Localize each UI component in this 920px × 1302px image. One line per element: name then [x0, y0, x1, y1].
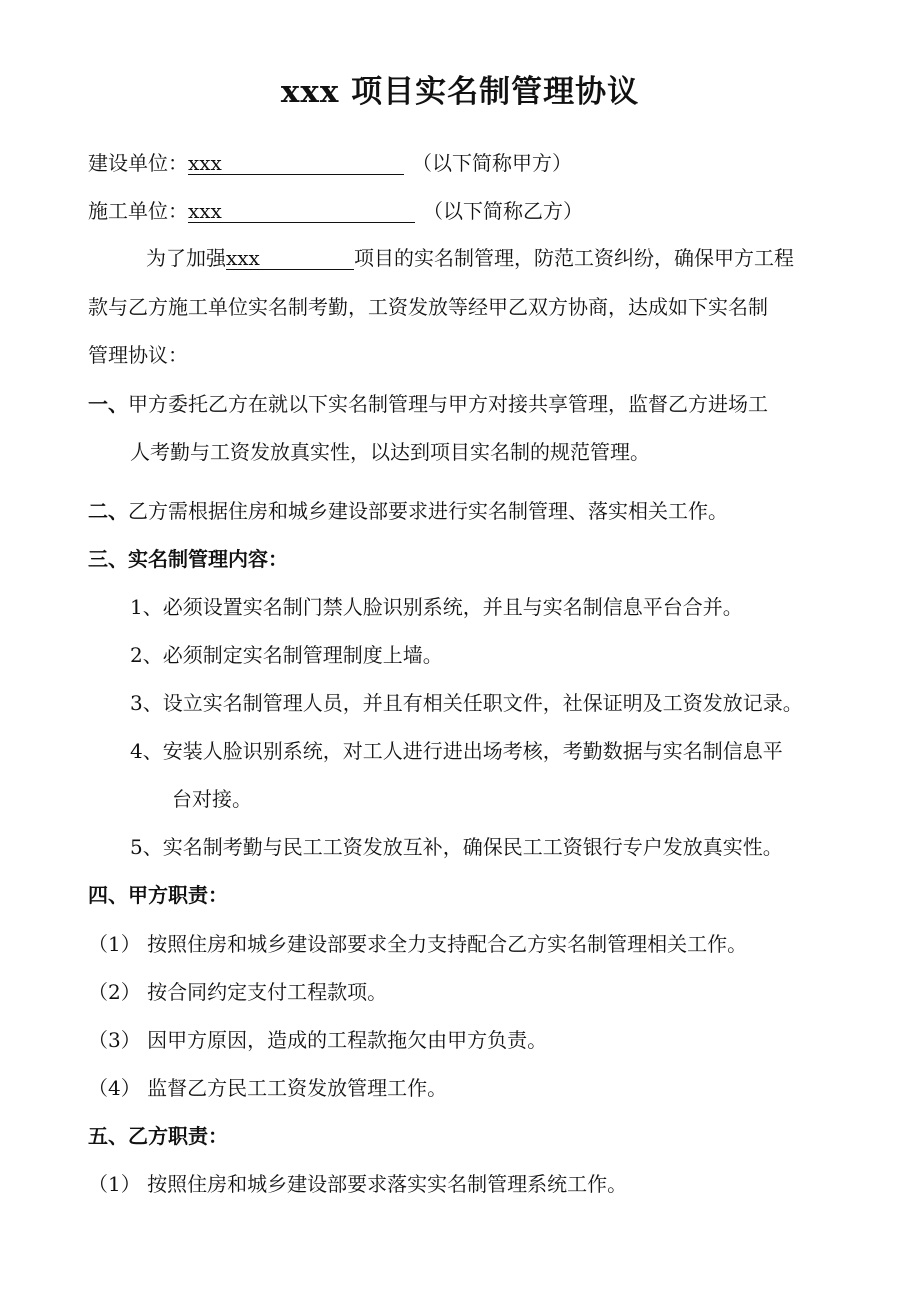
section1-line-1: 一、甲方委托乙方在就以下实名制管理与甲方对接共享管理，监督乙方进场工 — [88, 392, 768, 416]
section3-item-3: 3、设立实名制管理人员，并且有相关任职文件，社保证明及工资发放记录。 — [130, 691, 803, 715]
section4-heading: 四、甲方职责： — [88, 883, 228, 907]
builder-note: （以下简称甲方） — [412, 151, 572, 175]
section3-heading: 三、实名制管理内容： — [88, 547, 288, 571]
intro-line-1: 为了加强xxx 项目的实名制管理，防范工资纠纷，确保甲方工程 — [146, 246, 794, 270]
section1-number: 一、 — [88, 392, 128, 416]
project-field: xxx — [226, 247, 354, 270]
section3-item-1: 1、必须设置实名制门禁人脸识别系统，并且与实名制信息平台合并。 — [130, 595, 743, 619]
title-placeholder: xxx — [280, 74, 340, 110]
section3-item-2: 2、必须制定实名制管理制度上墙。 — [130, 643, 443, 667]
section4-item-1: （1） 按照住房和城乡建设部要求全力支持配合乙方实名制管理相关工作。 — [88, 932, 748, 956]
intro-line-2: 款与乙方施工单位实名制考勤，工资发放等经甲乙双方协商，达成如下实名制 — [88, 295, 768, 319]
document-title — [0, 72, 920, 112]
contractor-field: xxx — [188, 200, 415, 223]
section3-item-4: 4、安装人脸识别系统，对工人进行进出场考核，考勤数据与实名制信息平 — [130, 739, 783, 763]
contractor-note: （以下简称乙方） — [423, 199, 583, 223]
builder-line — [88, 150, 572, 176]
section5-heading: 五、乙方职责： — [88, 1124, 228, 1148]
section2-number: 二、 — [88, 499, 128, 523]
section4-item-3: （3） 因甲方原因，造成的工程款拖欠由甲方负责。 — [88, 1028, 548, 1052]
intro-line-3: 管理协议： — [88, 343, 188, 367]
section4-item-2: （2） 按合同约定支付工程款项。 — [88, 980, 388, 1004]
section3-item-4-cont: 台对接。 — [172, 787, 252, 811]
section2-line: 二、乙方需根据住房和城乡建设部要求进行实名制管理、落实相关工作。 — [88, 499, 728, 523]
section3-item-5: 5、实名制考勤与民工工资发放互补，确保民工工资银行专户发放真实性。 — [130, 835, 783, 859]
contractor-label: 施工单位： — [88, 199, 188, 223]
builder-label: 建设单位： — [88, 151, 188, 175]
title-text: 项目实名制管理协议 — [351, 74, 640, 110]
contractor-line — [88, 198, 583, 224]
section4-item-4: （4） 监督乙方民工工资发放管理工作。 — [88, 1076, 448, 1100]
section1-line-2: 人考勤与工资发放真实性，以达到项目实名制的规范管理。 — [130, 440, 650, 464]
builder-field: xxx — [188, 152, 404, 175]
section5-item-1: （1） 按照住房和城乡建设部要求落实实名制管理系统工作。 — [88, 1172, 628, 1196]
